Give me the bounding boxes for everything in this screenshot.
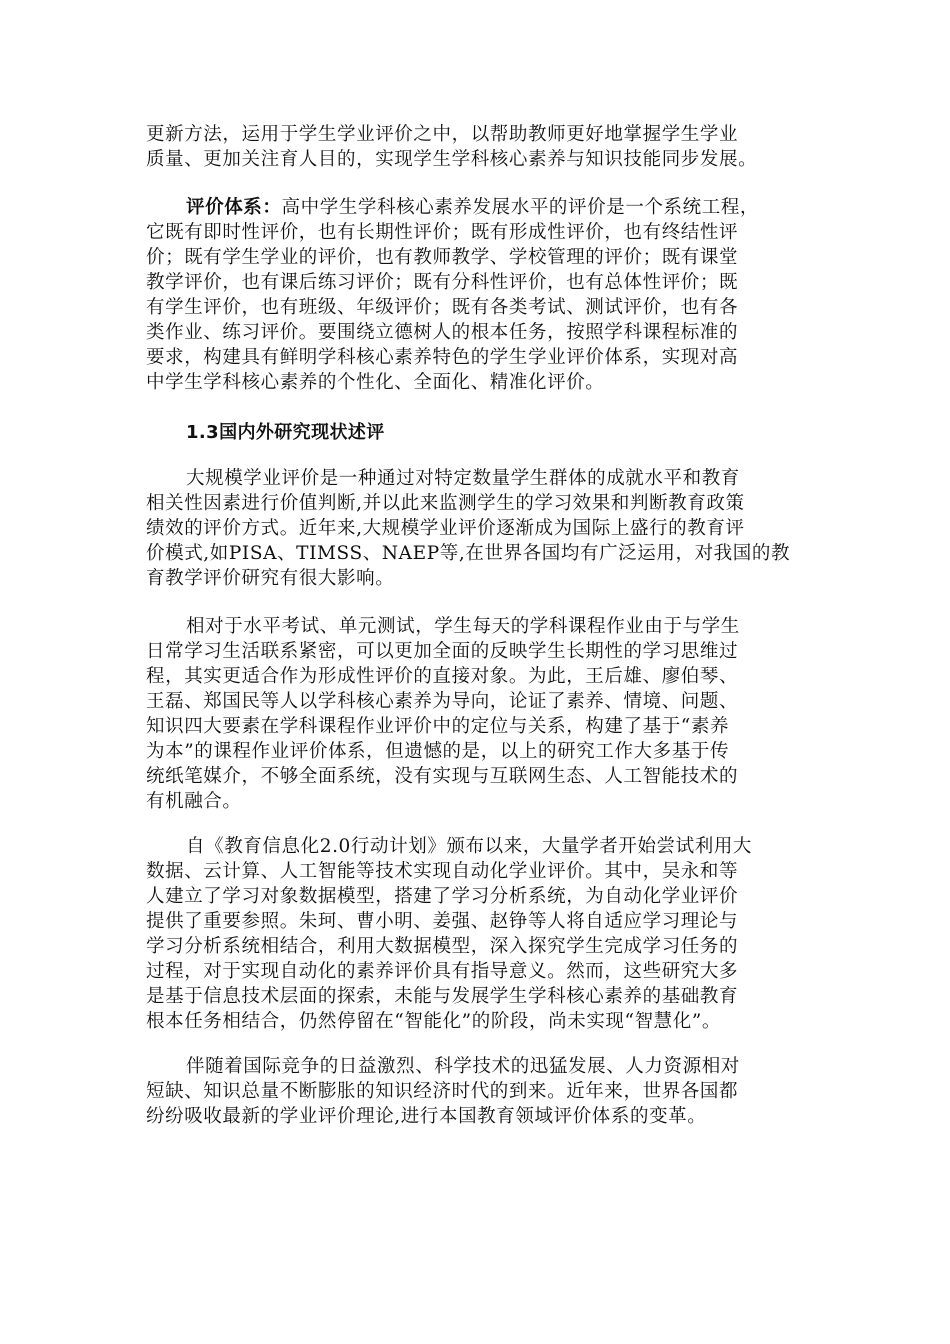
text-line: 短缺、知识总量不断膨胀的知识经济时代的到来。近年来，世界各国都 [146, 1081, 739, 1102]
text-line: 过程，对于实现自动化的素养评价具有指导意义。然而，这些研究大多 [146, 961, 739, 982]
text-line: 相对于水平考试、单元测试，学生每天的学科课程作业由于与学生 [186, 616, 740, 637]
text-line: 相关性因素进行价值判断,并以此来监测学生的学习效果和判断教育政策 [146, 493, 745, 514]
text-line: 教学评价，也有课后练习评价；既有分科性评价，也有总体性评价；既 [146, 272, 739, 293]
text-line: 价；既有学生学业的评价，也有教师教学、学校管理的评价；既有课堂 [146, 247, 739, 268]
text-line: 程，其实更适合作为形成性评价的直接对象。为此，王后雄、廖伯琴、 [146, 666, 739, 687]
text-line [146, 195, 808, 220]
text-line: 自《教育信息化2.0行动计划》颁布以来，大量学者开始尝试利用大 [186, 836, 753, 857]
text-line: 提供了重要参照。朱珂、曹小明、姜强、赵铮等人将自适应学习理论与 [146, 911, 739, 932]
text-line: 绩效的评价方式。近年来,大规模学业评价逐渐成为国际上盛行的教育评 [146, 518, 745, 539]
paragraph-homework-evaluation [146, 614, 808, 814]
text-line: 学习分析系统相结合，利用大数据模型，深入探究学生完成学习任务的 [146, 936, 739, 957]
text-run: 高中学生学科核心素养发展水平的评价是一个系统工程， [281, 197, 760, 218]
text-line: 王磊、郑国民等人以学科核心素养为导向，论证了素养、情境、问题、 [146, 691, 739, 712]
paragraph-education-informatization [146, 834, 808, 1034]
bold-lead-term: 评价体系： [186, 197, 282, 218]
text-line: 根本任务相结合，仍然停留在“智能化”的阶段，尚未实现“智慧化”。 [146, 1011, 722, 1032]
text-line: 质量、更加关注育人目的，实现学生学科核心素养与知识技能同步发展。 [146, 149, 758, 170]
text-line: 统纸笔媒介，不够全面系统，没有实现与互联网生态、人工智能技术的 [146, 766, 739, 787]
text-line: 大规模学业评价是一种通过对特定数量学生群体的成就水平和教育 [186, 468, 740, 489]
text-line: 类作业、练习评价。要围绕立德树人的根本任务，按照学科课程标准的 [146, 322, 739, 343]
text-line: 它既有即时性评价，也有长期性评价；既有形成性评价，也有终结性评 [146, 222, 739, 243]
paragraph-international-competition [146, 1054, 808, 1129]
text-line: 伴随着国际竞争的日益激烈、科学技术的迅猛发展、人力资源相对 [186, 1056, 740, 1077]
text-line: 人建立了学习对象数据模型，搭建了学习分析系统，为自动化学业评价 [146, 886, 739, 907]
paragraph-evaluation-system [146, 195, 808, 395]
text-line: 有机融合。 [146, 791, 242, 812]
text-line: 纷纷吸收最新的学业评价理论,进行本国教育领域评价体系的变革。 [146, 1106, 707, 1127]
paragraph-large-scale-assessment [146, 466, 808, 591]
text-line: 更新方法，运用于学生学业评价之中，以帮助教师更好地掌握学生学业 [146, 124, 739, 145]
text-line: 中学生学科核心素养的个性化、全面化、精准化评价。 [146, 372, 605, 393]
text-line: 要求，构建具有鲜明学科核心素养特色的学生学业评价体系，实现对高 [146, 347, 739, 368]
text-line: 价模式,如PISA、TIMSS、NAEP等,在世界各国均有广泛运用，对我国的教 [146, 543, 791, 564]
section-heading: 1.3国内外研究现状述评 [186, 422, 385, 443]
text-line: 育教学评价研究有很大影响。 [146, 568, 395, 589]
text-line: 是基于信息技术层面的探索，未能与发展学生学科核心素养的基础教育 [146, 986, 739, 1007]
text-line: 日常学习生活联系紧密，可以更加全面的反映学生长期性的学习思维过 [146, 641, 739, 662]
text-line: 数据、云计算、人工智能等技术实现自动化学业评价。其中，吴永和等 [146, 861, 739, 882]
section-heading-block [146, 420, 808, 445]
text-line: 有学生评价，也有班级、年级评价；既有各类考试、测试评价，也有各 [146, 297, 739, 318]
text-line: 为本”的课程作业评价体系，但遗憾的是，以上的研究工作大多基于传 [146, 741, 730, 762]
paragraph-continuation [146, 122, 808, 172]
text-line: 知识四大要素在学科课程作业评价中的定位与关系，构建了基于“素养 [146, 716, 730, 737]
